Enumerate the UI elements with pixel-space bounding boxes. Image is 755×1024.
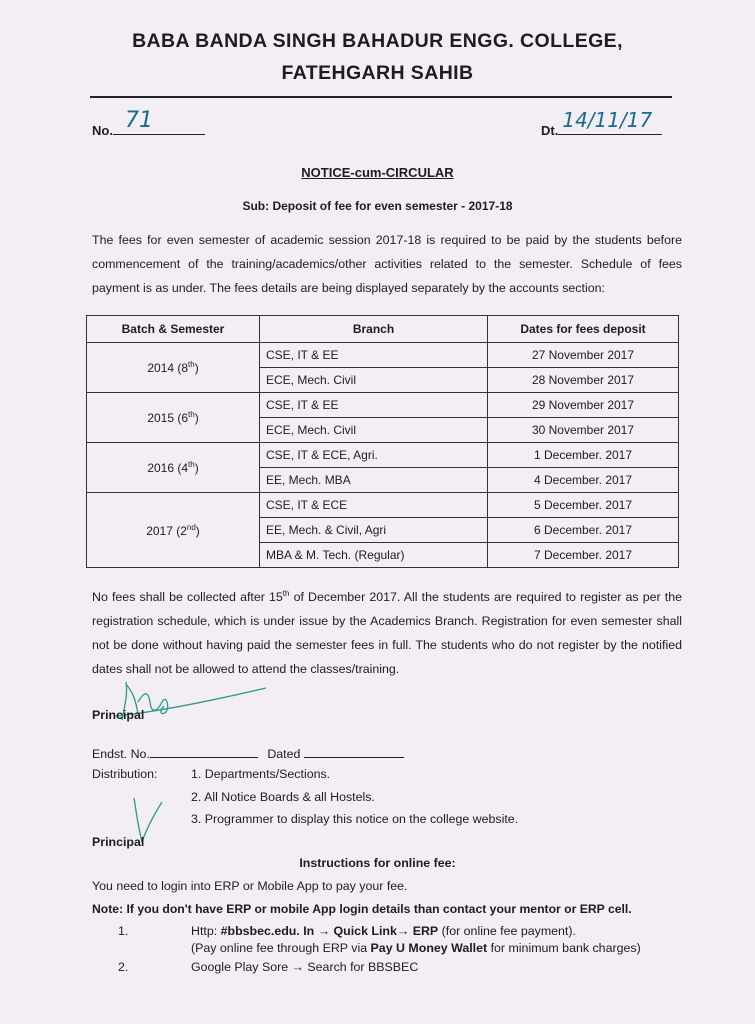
date-cell: 29 November 2017	[488, 393, 679, 418]
online-note: Note: If you don't have ERP or mobile App login details than contact your mentor or ERP cell.	[92, 902, 632, 916]
batch-tail: )	[194, 361, 199, 375]
rules-text-pre: No fees shall be collected after 15	[92, 590, 283, 605]
table-row	[87, 393, 679, 418]
date-handwritten: 14/11/17	[562, 108, 653, 132]
online-heading: Instructions for online fee:	[299, 856, 456, 870]
step1-http: Http:	[191, 924, 221, 938]
branch-cell: ECE, Mech. Civil	[260, 368, 488, 393]
distribution-item-1: 1. Departments/Sections.	[191, 767, 331, 781]
distribution-item-3: 3. Programmer to display this notice on the college website.	[191, 812, 519, 826]
table-row	[87, 493, 679, 518]
notice-title: NOTICE-cum-CIRCULAR	[301, 165, 454, 180]
batch-cell	[87, 443, 260, 493]
step1-suffix: (for online fee payment).	[438, 924, 576, 938]
branch-cell: ECE, Mech. Civil	[260, 418, 488, 443]
header-branch: Branch	[260, 316, 488, 343]
batch-cell	[87, 393, 260, 443]
date-cell: 4 December. 2017	[488, 468, 679, 493]
step1-link-path: #bbsbec.edu. In → Quick Link→ ERP	[220, 924, 439, 938]
rules-paragraph	[92, 582, 682, 681]
step2-line: Google Play Sore → Search for BBSBEC	[191, 960, 419, 974]
batch-year: 2016 (4	[147, 461, 189, 475]
step2-number: 2.	[118, 960, 129, 974]
notice-subject: Sub: Deposit of fee for even semester - 2017-18	[242, 199, 513, 213]
branch-cell: CSE, IT & EE	[260, 343, 488, 368]
batch-year: 2017 (2	[146, 523, 187, 538]
step1-detail-post: for minimum bank charges)	[487, 941, 641, 955]
endst-label: Endst. No.	[92, 747, 150, 761]
principal-label-2: Principal	[92, 835, 145, 849]
date-label: Dt.	[541, 123, 559, 138]
endst-blank	[150, 744, 258, 758]
date-cell: 5 December. 2017	[488, 493, 679, 518]
endorsement-line	[92, 744, 404, 761]
distribution-label: Distribution:	[92, 767, 158, 781]
table-row	[87, 343, 679, 368]
date-line	[558, 108, 662, 135]
step1-wallet: Pay U Money Wallet	[370, 941, 488, 955]
date-cell: 28 November 2017	[488, 368, 679, 393]
step1-detail	[191, 941, 641, 955]
principal-label-1: Principal	[92, 708, 145, 722]
step1-detail-pre: (Pay online fee through ERP via	[191, 941, 371, 955]
header-rule	[90, 96, 672, 98]
online-line1: You need to login into ERP or Mobile App to pay your fee.	[92, 879, 408, 893]
dated-label: Dated	[267, 747, 301, 761]
header-batch: Batch & Semester	[87, 316, 260, 343]
dated-blank	[304, 744, 404, 758]
batch-tail: )	[194, 461, 199, 475]
batch-year: 2015 (6	[147, 411, 189, 425]
date-cell: 6 December. 2017	[488, 518, 679, 543]
rules-sup: th	[282, 589, 290, 598]
batch-tail: )	[194, 411, 199, 425]
table-body	[87, 343, 679, 568]
batch-sup: th	[188, 460, 195, 469]
batch-sup: th	[188, 410, 195, 419]
step1-number: 1.	[118, 924, 129, 938]
batch-tail: )	[195, 523, 200, 538]
college-name: BABA BANDA SINGH BAHADUR ENGG. COLLEGE,	[132, 30, 623, 52]
date-cell: 27 November 2017	[488, 343, 679, 368]
notice-number	[92, 108, 205, 138]
branch-cell: CSE, IT & EE	[260, 393, 488, 418]
date-cell: 30 November 2017	[488, 418, 679, 443]
branch-cell: MBA & M. Tech. (Regular)	[260, 543, 488, 568]
no-handwritten: 71	[124, 108, 153, 133]
date-cell: 7 December. 2017	[488, 543, 679, 568]
batch-cell	[87, 343, 260, 393]
batch-year: 2014 (8	[147, 361, 189, 375]
no-label: No.	[92, 123, 113, 138]
branch-cell: CSE, IT & ECE	[260, 493, 488, 518]
distribution-item-2: 2. All Notice Boards & all Hostels.	[191, 790, 375, 804]
header-dates: Dates for fees deposit	[488, 316, 679, 343]
batch-sup: nd	[186, 522, 196, 532]
table-header-row	[87, 316, 679, 343]
fee-schedule-table	[86, 315, 679, 568]
batch-cell	[87, 493, 260, 568]
table-row	[87, 443, 679, 468]
batch-sup: th	[188, 360, 195, 369]
principal-signature-1	[96, 672, 276, 732]
no-line	[113, 108, 205, 135]
step1-line	[191, 924, 576, 938]
branch-cell: EE, Mech. MBA	[260, 468, 488, 493]
date-cell: 1 December. 2017	[488, 443, 679, 468]
branch-cell: EE, Mech. & Civil, Agri	[260, 518, 488, 543]
intro-paragraph: The fees for even semester of academic session 2017-18 is required to be paid by the students before commencement of the training/academics/other activities related to the semester. Schedule of fees payment is as under. The fees details are being displayed separately by the accounts section:	[92, 233, 682, 295]
notice-date	[541, 108, 662, 138]
rules-text-post: of December 2017. All the students are required to register as per the registration schedule, which is under issue by the Academics Branch. Registration for even semester shall not be done without having paid the semester fees in full. The students who do not register by the notified dates shall not be allowed to attend the classes/training.	[92, 590, 682, 677]
college-location: FATEHGARH SAHIB	[281, 62, 474, 84]
branch-cell: CSE, IT & ECE, Agri.	[260, 443, 488, 468]
